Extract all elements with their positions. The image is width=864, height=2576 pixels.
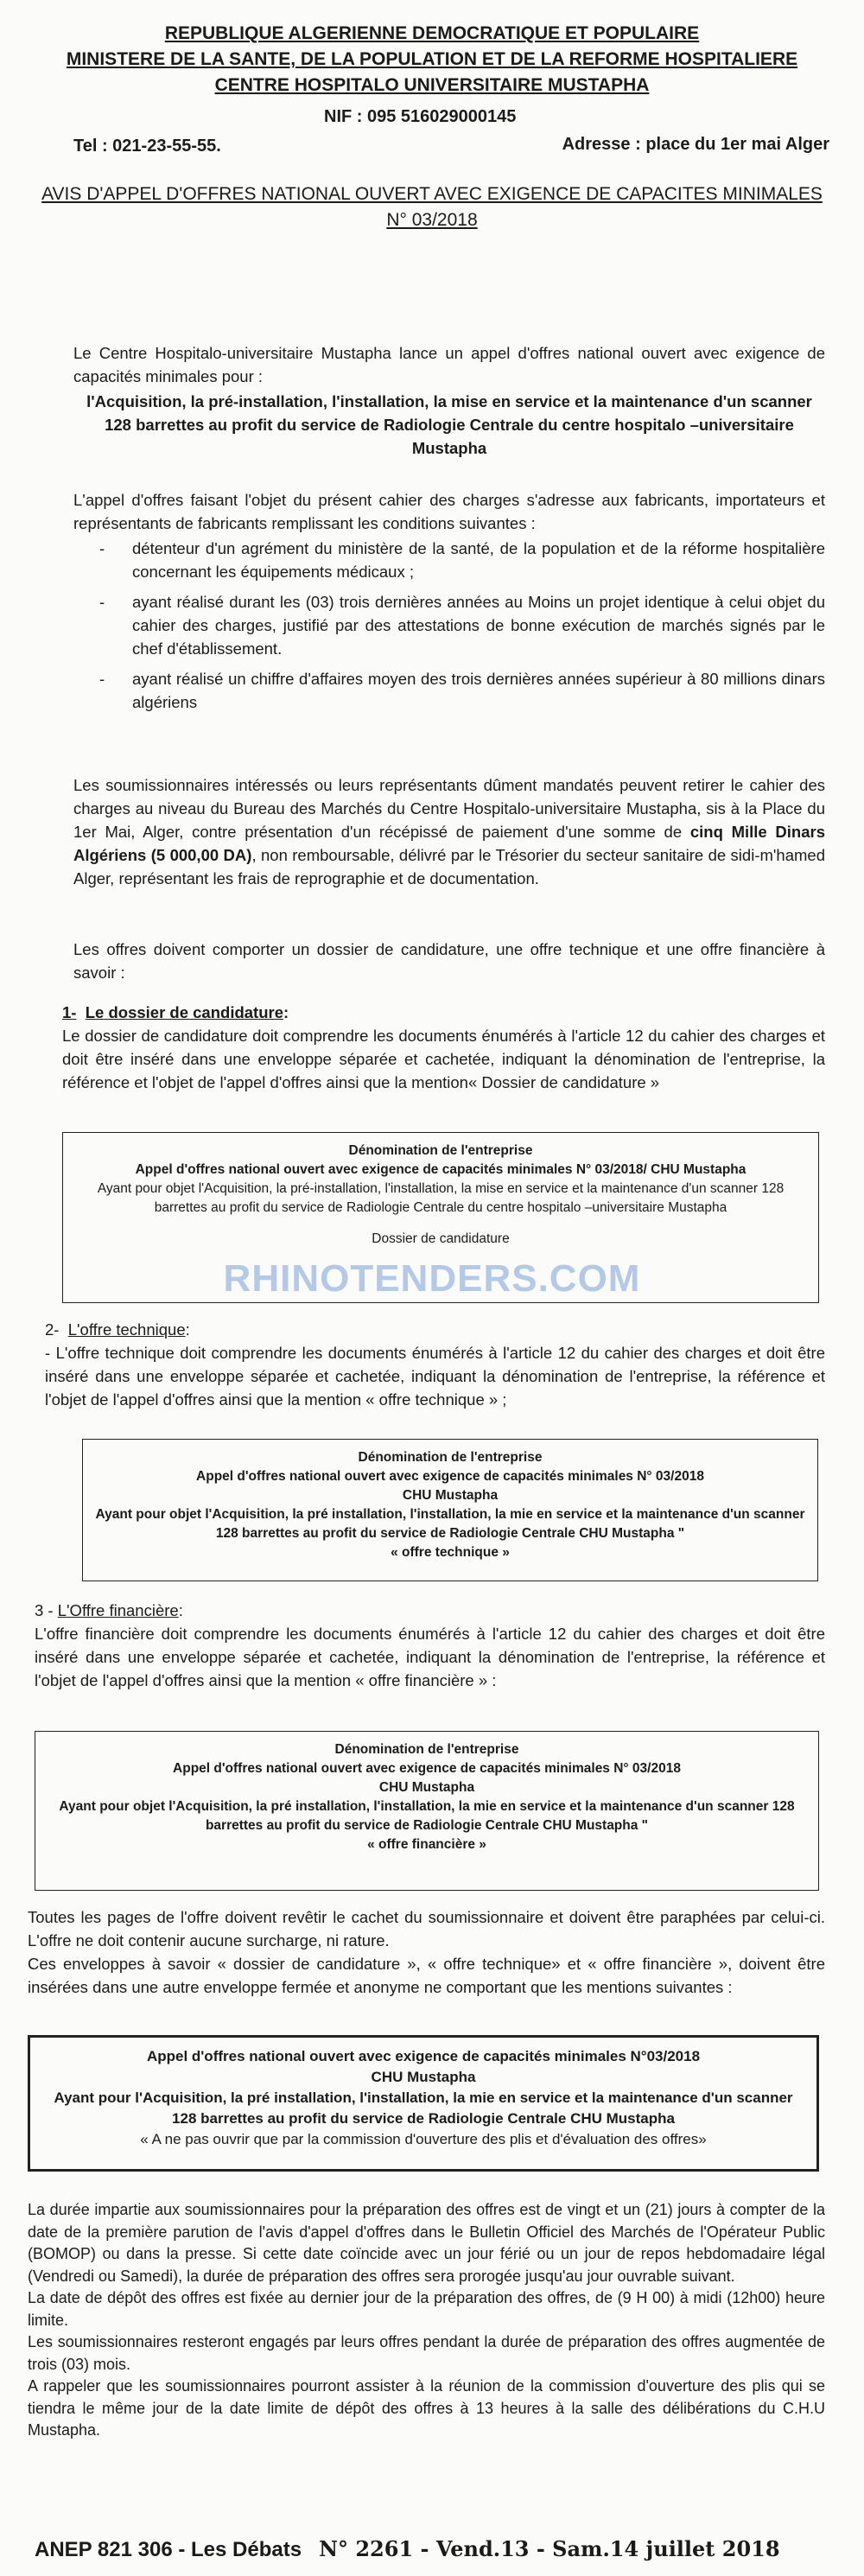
outer-envelope-box: Appel d'offres national ouvert avec exigence de capacités minimales N°03/2018 CHU Mustapha Ayant pour l'Acquisition, la pré installation, l'installation, la mie en service et la maintenance d'un scanner 128 barrettes au profit du service de Radiologie Centrale CHU Mustapha « A ne pas ouvrir que par la commission d'ouverture des plis et d'évaluation des offres» bbox=[28, 2035, 819, 2172]
notice-title-block bbox=[0, 181, 864, 233]
section-3-heading: 3 - L'Offre financière: bbox=[35, 1601, 183, 1619]
condition-item: - ayant réalisé durant les (03) trois dernières années au Moins un projet identique à celui objet du cahier des charges, justifié par des attestations de bonne exécution de marchés signés par le chef d'établissement. bbox=[99, 593, 825, 658]
footer-issue: N° 2261 - Vend.13 - Sam.14 juillet 2018 bbox=[319, 2536, 780, 2561]
section-1-heading: 1- Le dossier de candidature: bbox=[62, 1003, 289, 1021]
contact-row bbox=[0, 104, 864, 164]
intro-block bbox=[73, 341, 825, 460]
nif-number: NIF : 095 516029000145 bbox=[324, 107, 517, 126]
duration-paragraph: La durée impartie aux soumissionnaires pour la préparation des offres est de vingt et un (21) jours à compter de la date de la première parution de l'avis d'appel d'offres dans le Bulletin Officiel des Marchés de l'Opérateur Public (BOMOP) ou dans la presse. Si cette date coïncide avec un jour férié ou un jour de repos hebdomadaire légal (Vendredi ou Samedi), la durée de préparation des offres sera prorogée jusqu'au jour ouvrable suivant. bbox=[28, 2201, 825, 2285]
header bbox=[0, 0, 864, 99]
header-ministry: MINISTERE DE LA SANTE, DE LA POPULATION ET DE LA REFORME HOSPITALIERE bbox=[66, 49, 798, 69]
deadline-paragraph: La date de dépôt des offres est fixée au dernier jour de la préparation des offres, de (9 H 00) à midi (12h00) heure limite. bbox=[28, 2289, 825, 2329]
intro-lead: Le Centre Hospitalo-universitaire Mustapha lance un appel d'offres national ouvert avec exigence de capacités minimales pour : bbox=[73, 344, 825, 385]
offers-lead: Les offres doivent comporter un dossier de candidature, une offre technique et une offre financière à savoir : bbox=[73, 940, 825, 982]
header-republic: REPUBLIQUE ALGERIENNE DEMOCRATIQUE ET POPULAIRE bbox=[164, 23, 700, 43]
fee-amount: cinq Mille Dinars Algériens (5 000,00 DA) bbox=[73, 823, 825, 864]
section-2-heading: 2- L'offre technique: bbox=[45, 1320, 190, 1339]
pages-note: Toutes les pages de l'offre doivent revêtir le cachet du soumissionnaire et doivent être paraphées par celui-ci. L'offre ne doit contenir aucune surcharge, ni rature. bbox=[28, 1908, 825, 1949]
section-candidature bbox=[62, 1001, 825, 1094]
notice-number: N° 03/2018 bbox=[386, 210, 478, 230]
section-3-body: L'offre financière doit comprendre les documents énumérés à l'article 12 du cahier des charges et doit être inséré dans une enveloppe séparée et cachetée, indiquant la dénomination de l'entreprise, la référence et l'objet de l'appel d'offres ainsi que la mention « offre financière » : bbox=[35, 1625, 825, 1689]
footer-ref: ANEP 821 306 - Les Débats bbox=[35, 2538, 302, 2561]
condition-item: - détenteur d'un agrément du ministère de la santé, de la population et de la réforme hospitalière concernant les équipements médicaux ; bbox=[99, 539, 825, 581]
meeting-paragraph: A rappeler que les soumissionnaires pourront assister à la réunion de la commission d'ouverture des plis qui se tiendra le même jour de la date limite de dépôt des offres à 13 heures à la salle des délibérations du C.H.U Mustapha. bbox=[28, 2377, 825, 2439]
conditions-lead: L'appel d'offres faisant l'objet du présent cahier des charges s'adresse aux fabricants, importateurs et représentants de fabricants remplissant les conditions suivantes : bbox=[73, 491, 825, 532]
watermark: RHINOTENDERS.COM bbox=[223, 1257, 641, 1300]
conditions-block bbox=[73, 488, 825, 714]
condition-item: - ayant réalisé un chiffre d'affaires moyen des trois dernières années supérieur à 80 millions dinars algériens bbox=[99, 670, 825, 711]
commitment-paragraph: Les soumissionnaires resteront engagés par leurs offres pendant la durée de préparation des offres augmentée de trois (03) mois. bbox=[28, 2333, 825, 2373]
intro-object: l'Acquisition, la pré-installation, l'installation, la mise en service et la maintenance d'un scanner 128 barrettes au profit du service de Radiologie Centrale du centre hospitalo –universitaire Mustapha bbox=[86, 392, 812, 457]
instructions-block bbox=[28, 1905, 825, 1999]
closing-block bbox=[28, 2199, 825, 2442]
publication-footer bbox=[35, 2536, 780, 2562]
section-financiere bbox=[35, 1599, 825, 1692]
header-hospital: CENTRE HOSPITALO UNIVERSITAIRE MUSTAPHA bbox=[214, 75, 650, 95]
technique-envelope-box: Dénomination de l'entreprise Appel d'offres national ouvert avec exigence de capacités minimales N° 03/2018 CHU Mustapha Ayant pour objet l'Acquisition, la pré installation, l'installation, la mie en service et la maintenance d'un scanner 128 barrettes au profit du service de Radiologie Centrale CHU Mustapha " « offre technique » bbox=[82, 1439, 818, 1581]
section-2-body: - L'offre technique doit comprendre les documents énumérés à l'article 12 du cahier des charges et doit être inséré dans une enveloppe séparée et cachetée, indiquant la dénomination de l'entreprise, la référence et l'objet de l'appel d'offres ainsi que la mention « offre technique » ; bbox=[45, 1344, 825, 1409]
section-technique bbox=[45, 1318, 825, 1411]
notice-title: AVIS D'APPEL D'OFFRES NATIONAL OUVERT AVEC EXIGENCE DE CAPACITES MINIMALES bbox=[41, 184, 823, 204]
section-1-body: Le dossier de candidature doit comprendre les documents énumérés à l'article 12 du cahier des charges et doit être inséré dans une enveloppe séparée et cachetée, indiquant la dénomination de l'entreprise, la référence et l'objet de l'appel d'offres ainsi que la mention« Dossier de candidature » bbox=[62, 1027, 825, 1091]
envelopes-note: Ces enveloppes à savoir « dossier de candidature », « offre technique» et « offre financière », doivent être insérées dans une autre enveloppe fermée et anonyme ne comportant que les mentions suivantes : bbox=[28, 1955, 825, 1996]
financiere-envelope-box: Dénomination de l'entreprise Appel d'offres national ouvert avec exigence de capacités minimales N° 03/2018 CHU Mustapha Ayant pour objet l'Acquisition, la pré installation, l'installation, la mie en service et la maintenance d'un scanner 128 barrettes au profit du service de Radiologie Centrale CHU Mustapha " « offre financière » bbox=[35, 1731, 819, 1891]
address: Adresse : place du 1er mai Alger bbox=[562, 135, 829, 154]
telephone: Tel : 021-23-55-55. bbox=[73, 137, 221, 156]
withdrawal-paragraph: Les soumissionnaires intéressés ou leurs représentants dûment mandatés peuvent retirer le cahier des charges au niveau du Bureau des Marchés du Centre Hospitalo-universitaire Mustapha, sis à la Place du 1er Mai, Alger, contre présentation d'un récépissé de paiement d'une somme de cinq Mille Dinars Algériens (5 000,00 DA), non remboursable, délivré par le Trésorier du secteur sanitaire de sidi-m'hamed Alger, représentant les frais de reprographie et de documentation. bbox=[73, 776, 825, 887]
candidature-envelope-box: Dénomination de l'entreprise Appel d'offres national ouvert avec exigence de capacités minimales N° 03/2018/ CHU Mustapha Ayant pour objet l'Acquisition, la pré-installation, l'installation, la mise en service et la maintenance d'un scanner 128 barrettes au profit du service de Radiologie Centrale du centre hospitalo –universitaire Mustapha Dossier de candidature bbox=[62, 1132, 819, 1303]
